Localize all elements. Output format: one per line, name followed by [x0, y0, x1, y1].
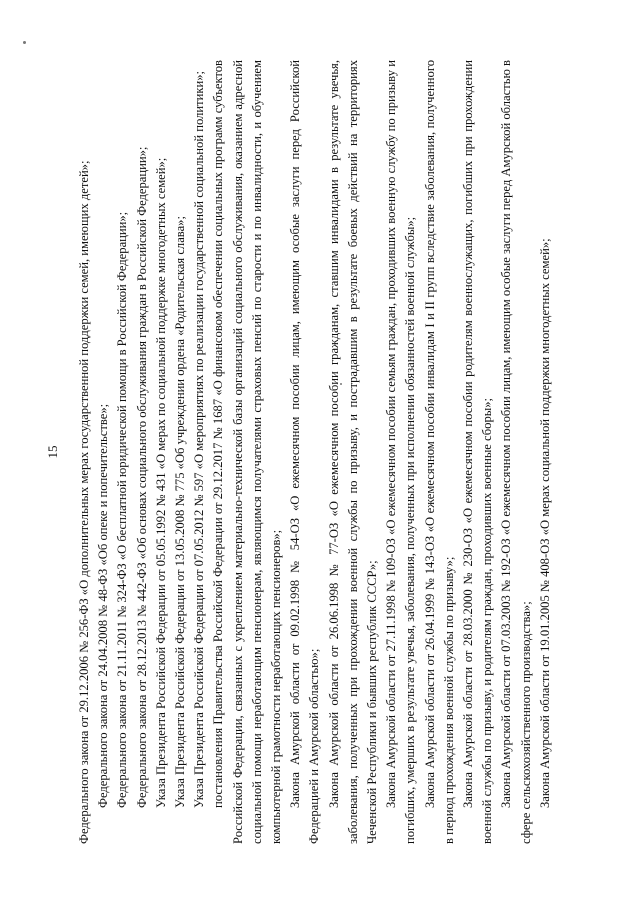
- paragraph: Закона Амурской области от 28.03.2000 № 230-ОЗ «О ежемесячном пособии родителям военнослужащих, погибших при прохождении военной службы по призыву, и родителям граждан, проходивших военные сборы»;: [461, 60, 495, 844]
- paragraph: Закона Амурской области от 26.04.1999 № 143-ОЗ «О ежемесячном пособии инвалидам I и II групп вследствие заболевания, полученного в период прохождения военной службы по призыву»;: [422, 60, 456, 844]
- paragraph: Федерального закона от 21.11.2011 № 324-ФЗ «О бесплатной юридической помощи в Российской Федерации»;: [115, 211, 130, 808]
- paragraph: Закона Амурской области от 27.11.1998 № 109-ОЗ «О ежемесячном пособии семьям граждан, проходивших военную службу по призыву и погибших, умерших в результате увечья, заболевания, полученных при исполнении обязанностей военной службы»;: [384, 60, 418, 844]
- paragraph: Указа Президента Российской Федерации от 05.05.1992 № 431 «О мерах по социальной поддержке многодетных семей»;: [153, 157, 168, 808]
- paragraph: Закона Амурской области от 09.02.1998 № 54-ОЗ «О ежемесячном пособии лицам, имеющим особые заслуги перед Российской Федерацией и Амурской областью»;: [288, 60, 322, 844]
- paragraph: Федерального закона от 28.12.2013 № 442-ФЗ «Об основах социального обслуживания граждан в Российской Федерации»;: [134, 146, 149, 808]
- paragraph: Федерального закона от 24.04.2008 № 48-ФЗ «Об опеке и попечительстве»;: [96, 403, 111, 808]
- paragraph: Указа Президента Российской Федерации от 07.05.2012 № 597 «О мероприятиях по реализации государственной социальной политики»;: [192, 70, 207, 808]
- paragraph: Федерального закона от 29.12.2006 № 256-ФЗ «О дополнительных мерах государственной поддержки семей, имеющих детей»;: [77, 160, 91, 844]
- document-body: [75, 60, 555, 844]
- paragraph: Указа Президента Российской Федерации от 13.05.2008 № 775 «Об учреждении ордена «Родительская слава»;: [173, 216, 188, 808]
- page-number: 15: [45, 445, 60, 459]
- paragraph: Закона Амурской области от 19.01.2005 № 408-ОЗ «О мерах социальной поддержки многодетных семей»;: [537, 238, 552, 808]
- rotated-page: [40, 52, 600, 852]
- paragraph: Закона Амурской области от 07.03.2003 № 192-ОЗ «О ежемесячном пособии лицам, имеющим особые заслуги перед Амурской областью в сфере сельскохозяйственного производства»;: [499, 60, 533, 844]
- paragraph: Закона Амурской области от 26.06.1998 № 77-ОЗ «О ежемесячном пособии гражданам, ставшим инвалидами в результате увечья, заболевания, полученных при прохождении военной службы по призыву, и пострадавшим в результате боевых действий на территориях Чеченской Республики и бывших республик СССР»;: [326, 60, 380, 844]
- paragraph: постановления Правительства Российской Федерации от 29.12.2017 № 1687 «О финансовом обеспечении социальных программ субъектов Российской Федерации, связанных с укреплением материально-технической базы организаций социального обслуживания, оказанием адресной социальной помощи неработающим пенсионерам, являющимся получателями страховых пенсий по старости и по инвалидности, и обучением компьютерной грамотности неработающих пенсионеров»;: [211, 60, 284, 844]
- scan-speck: [23, 41, 26, 44]
